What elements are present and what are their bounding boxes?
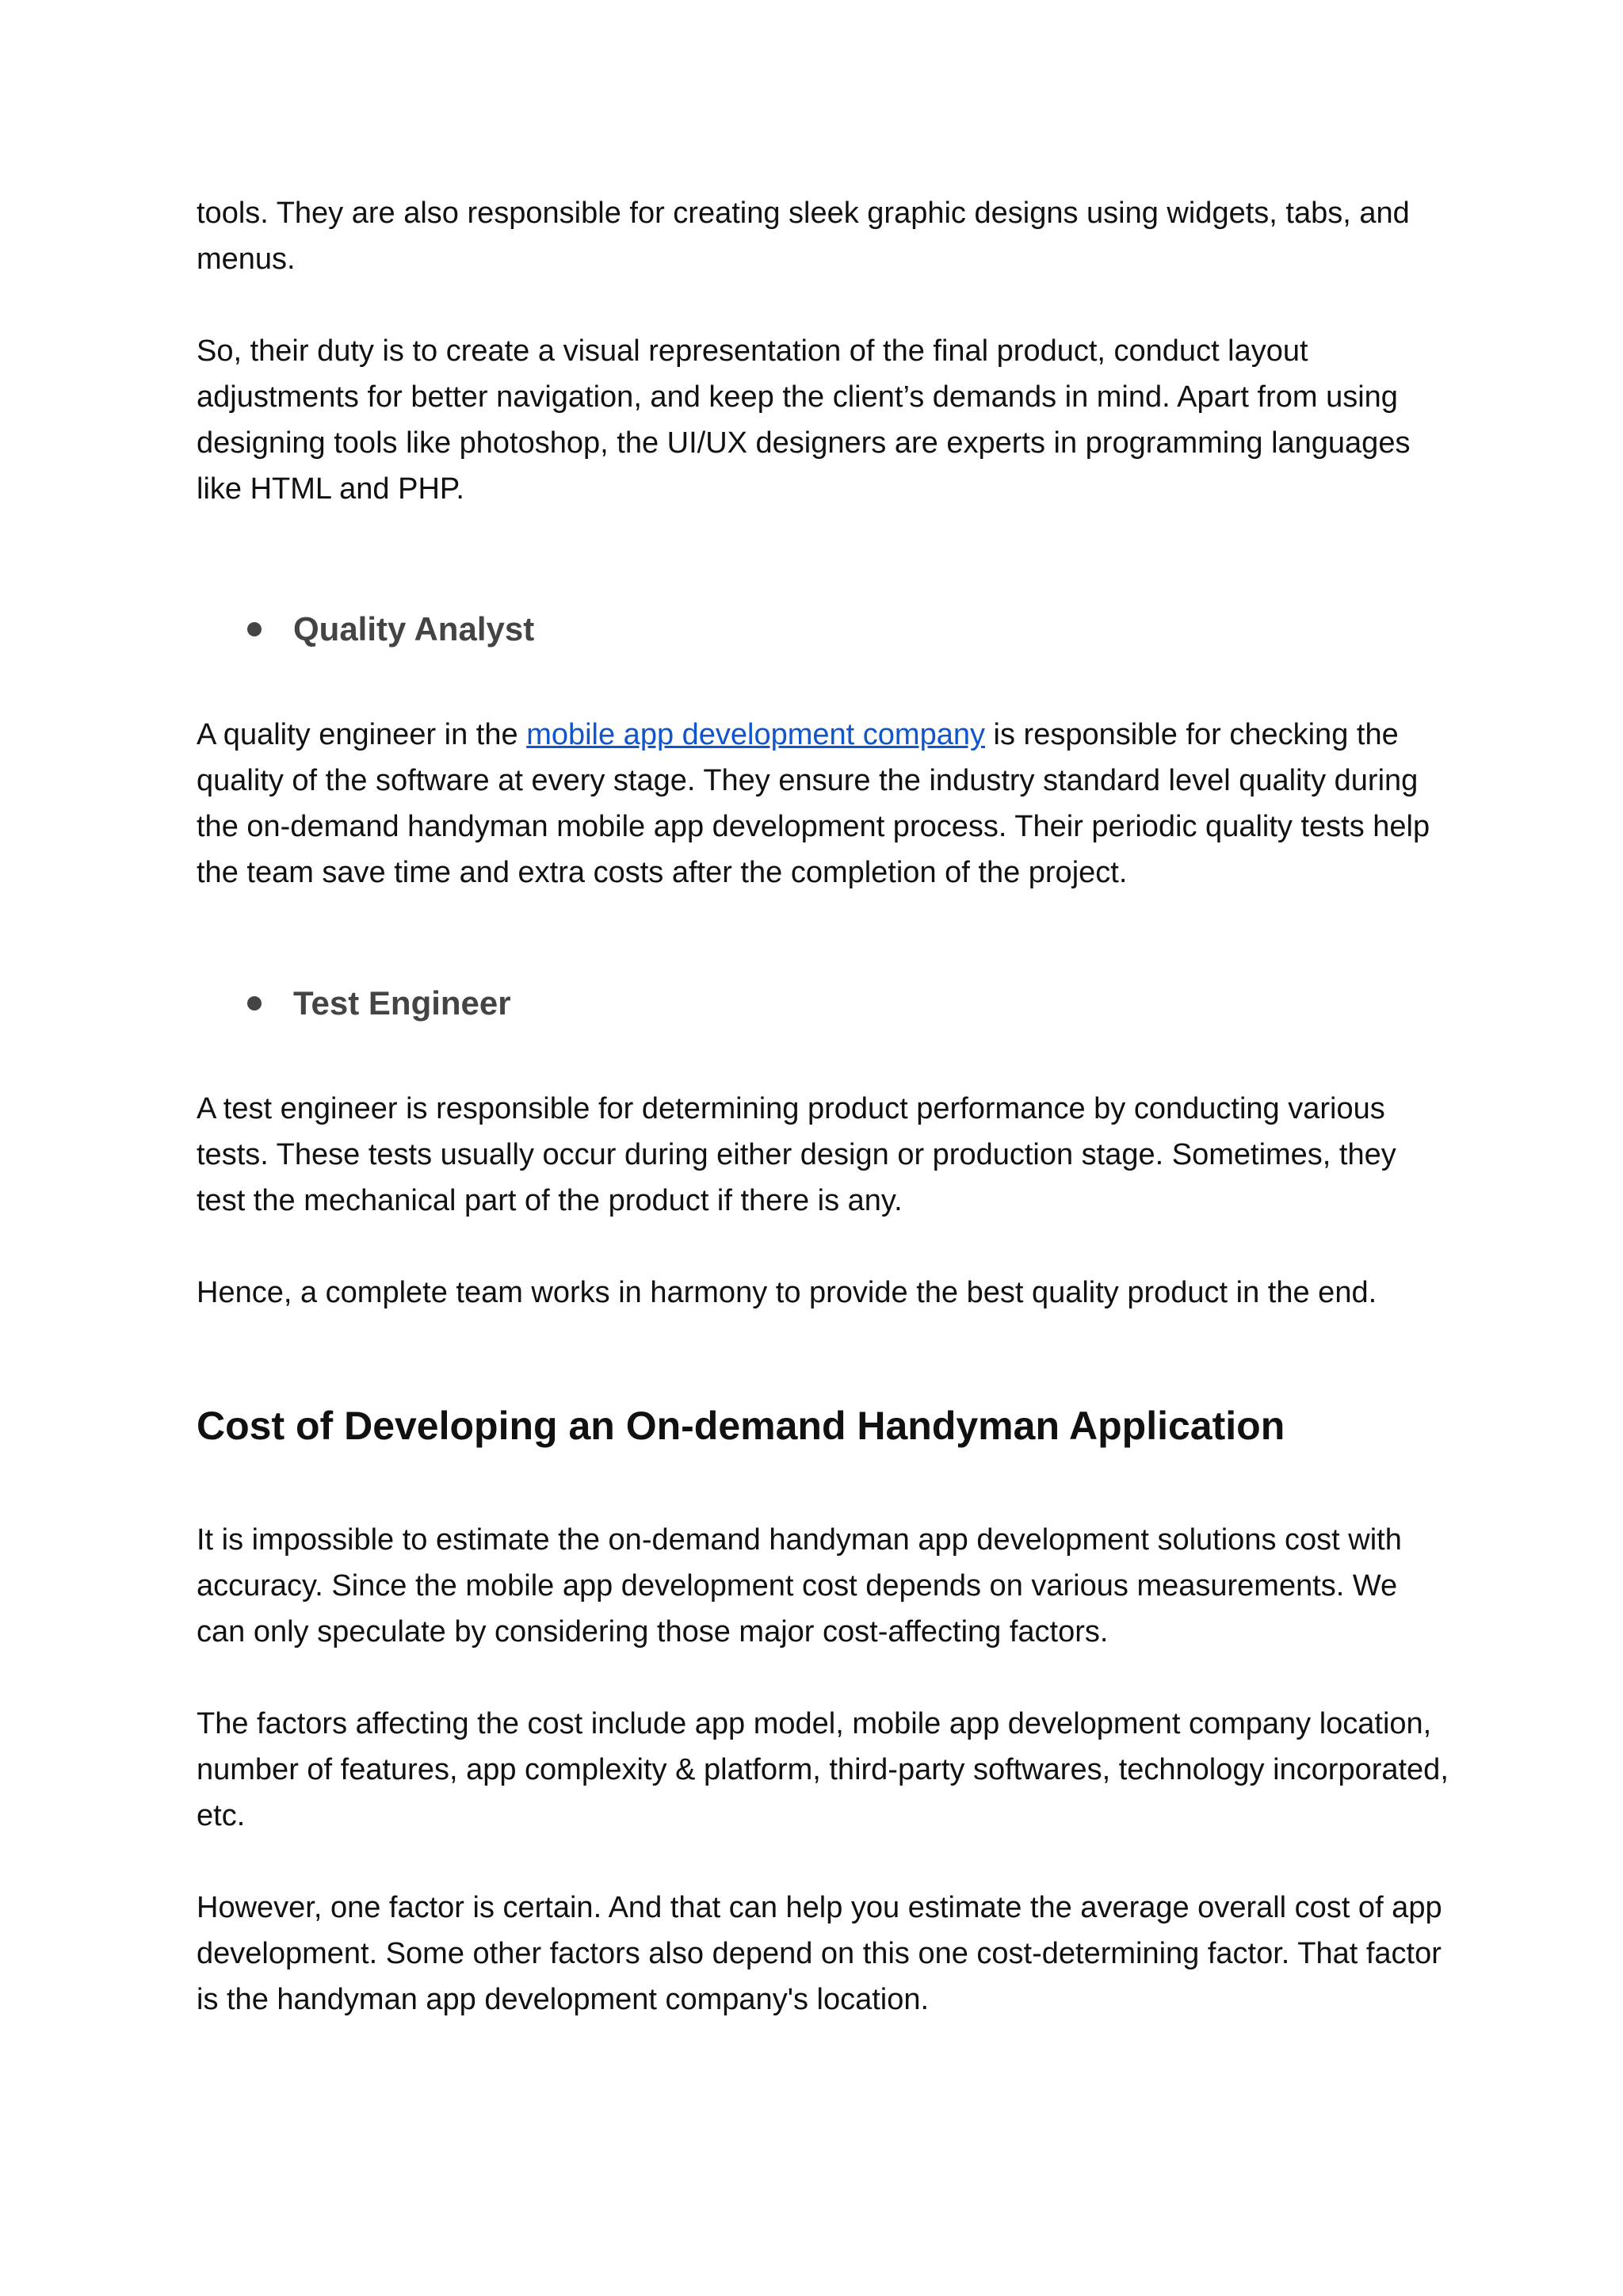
paragraph-cost-estimate: It is impossible to estimate the on-demand handyman app development solutions cost with accuracy. Since the mobile app development cost depends on various measurements. We can only speculate by considering those major cost-affecting factors. [197,1523,1402,1648]
paragraph-quality-analyst [197,712,1449,896]
bullet-heading-label: Test Engineer [293,984,511,1022]
paragraph-team-harmony: Hence, a complete team works in harmony to provide the best quality product in the end. [197,1276,1377,1309]
paragraph-location-factor: However, one factor is certain. And that can help you estimate the average overall cost of app development. Some other factors also depend on this one cost-determining factor. That factor is the handyman app development company's location. [197,1891,1442,2016]
bullet-dot-icon [247,622,262,636]
paragraph-ui-ux-duty: So, their duty is to create a visual representation of the final product, conduct layout adjustments for better navigation, and keep the client’s demands in mind. Apart from using designing tools like photoshop, the UI/UX designers are experts in programming languages like HTML and PHP. [197,334,1411,506]
paragraph-text: A quality engineer in the [197,718,527,751]
paragraph-test-engineer: A test engineer is responsible for determining product performance by conducting various tests. These tests usually occur during either design or production stage. Sometimes, they test the mechanical part of the product if there is any. [197,1092,1396,1217]
bullet-heading-quality-analyst [247,606,1449,653]
document-content [197,190,1449,2023]
bullet-heading-test-engineer [247,980,1449,1027]
paragraph-ui-ux-tools: tools. They are also responsible for creating sleek graphic designs using widgets, tabs, and menus. [197,197,1410,276]
bullet-dot-icon [247,996,262,1010]
section-heading-cost: Cost of Developing an On-demand Handyman Application [197,1404,1285,1448]
paragraph-cost-factors: The factors affecting the cost include app model, mobile app development company location, number of features, app complexity & platform, third-party softwares, technology incorporated, etc. [197,1707,1449,1832]
paragraph-text: is responsible for checking the quality of the software at every stage. They ensure the industry standard level quality during the on-demand handyman mobile app development process. Their periodic quality tests help the team save time and extra costs after the completion of the project. [197,718,1430,889]
bullet-heading-label: Quality Analyst [293,610,535,648]
mobile-app-development-company-link[interactable]: mobile app development company [526,718,985,751]
